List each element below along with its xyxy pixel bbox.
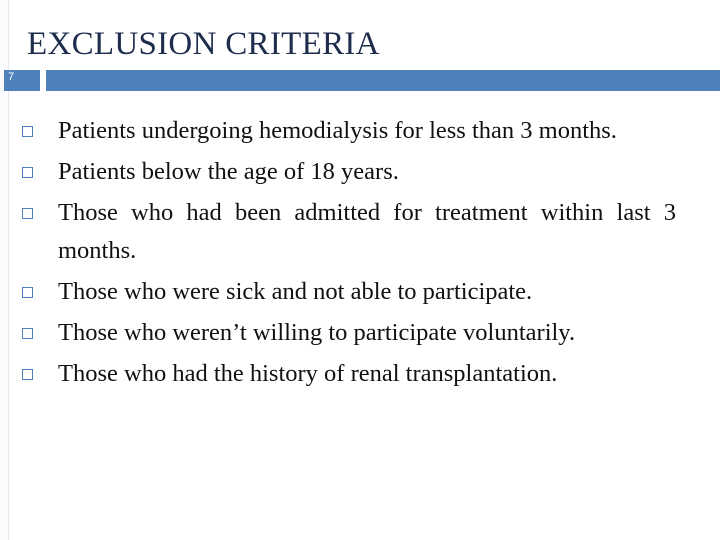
bullet-text: Patients undergoing hemodialysis for less than 3 months. — [58, 117, 617, 144]
header-accent-bar — [46, 70, 720, 91]
square-bullet-icon — [22, 126, 33, 137]
bullet-item-5 — [20, 314, 676, 352]
bullet-text: Patients below the age of 18 years. — [58, 158, 399, 185]
bullet-item-4 — [20, 273, 676, 311]
bullet-text: Those who were sick and not able to participate. — [58, 278, 533, 305]
square-bullet-icon — [22, 167, 33, 178]
page-number-badge: 7 — [4, 70, 40, 91]
square-bullet-icon — [22, 328, 33, 339]
bullet-item-2 — [20, 153, 676, 191]
bullet-item-3 — [20, 194, 676, 270]
bullet-item-1 — [20, 112, 676, 150]
bullet-list — [20, 112, 676, 396]
square-bullet-icon — [22, 369, 33, 380]
slide-title: EXCLUSION CRITERIA — [27, 26, 380, 62]
bullet-text: Those who weren’t willing to participate voluntarily. — [58, 319, 576, 346]
bullet-item-6 — [20, 355, 676, 393]
bullet-text: Those who had the history of renal transplantation. — [58, 360, 558, 387]
square-bullet-icon — [22, 208, 33, 219]
square-bullet-icon — [22, 287, 33, 298]
bullet-text: Those who had been admitted for treatment within last 3 months. — [58, 199, 676, 264]
